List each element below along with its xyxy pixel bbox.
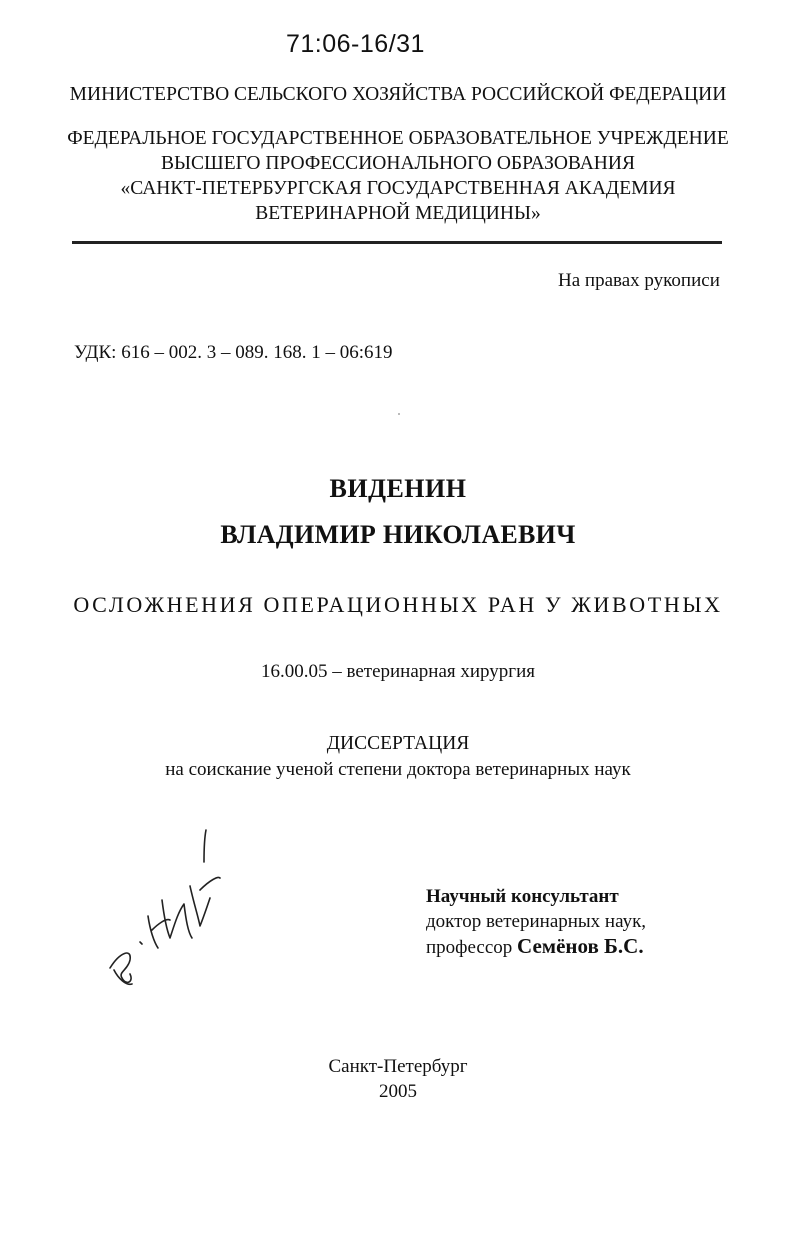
document-type: ДИССЕРТАЦИЯ xyxy=(326,733,470,754)
city: Санкт-Петербург xyxy=(328,1056,468,1077)
udk-code: УДК: 616 – 002. 3 – 089. 168. 1 – 06:619 xyxy=(74,342,393,363)
handwritten-signature xyxy=(100,820,230,1000)
institution-line-4: ВЕТЕРИНАРНОЙ МЕДИЦИНЫ» xyxy=(255,203,541,224)
institution-line-3: «САНКТ-ПЕТЕРБУРГСКАЯ ГОСУДАРСТВЕННАЯ АКАДЕМИЯ xyxy=(120,178,676,199)
ministry-heading: МИНИСТЕРСТВО СЕЛЬСКОГО ХОЗЯЙСТВА РОССИЙСКОЙ ФЕДЕРАЦИИ xyxy=(69,84,727,105)
consultant-degree: доктор ветеринарных наук, xyxy=(426,911,647,932)
consultant-title-line xyxy=(426,934,646,960)
institution-line-1: ФЕДЕРАЛЬНОЕ ГОСУДАРСТВЕННОЕ ОБРАЗОВАТЕЛЬНОЕ УЧРЕЖДЕНИЕ xyxy=(67,128,729,149)
specialty-code: 16.00.05 – ветеринарная хирургия xyxy=(260,661,535,682)
institution-block xyxy=(0,126,796,226)
year: 2005 xyxy=(379,1081,417,1102)
consultant-name: Семёнов Б.С. xyxy=(517,934,644,958)
scientific-consultant-block xyxy=(426,884,646,960)
scan-speck xyxy=(398,413,400,415)
consultant-heading: Научный консультант xyxy=(426,886,619,907)
thesis-title: ОСЛОЖНЕНИЯ ОПЕРАЦИОННЫХ РАН У ЖИВОТНЫХ xyxy=(73,592,723,617)
author-surname: ВИДЕНИН xyxy=(329,474,467,503)
author-given-names: ВЛАДИМИР НИКОЛАЕВИЧ xyxy=(220,520,576,549)
institution-line-2: ВЫСШЕГО ПРОФЕССИОНАЛЬНОГО ОБРАЗОВАНИЯ xyxy=(161,153,635,174)
horizontal-divider xyxy=(72,241,722,244)
consultant-title: профессор xyxy=(426,937,513,958)
manuscript-note: На правах рукописи xyxy=(558,270,720,291)
degree-line: на соискание ученой степени доктора ветеринарных наук xyxy=(165,759,631,780)
archive-stamp-code: 71:06-16/31 xyxy=(286,30,425,58)
